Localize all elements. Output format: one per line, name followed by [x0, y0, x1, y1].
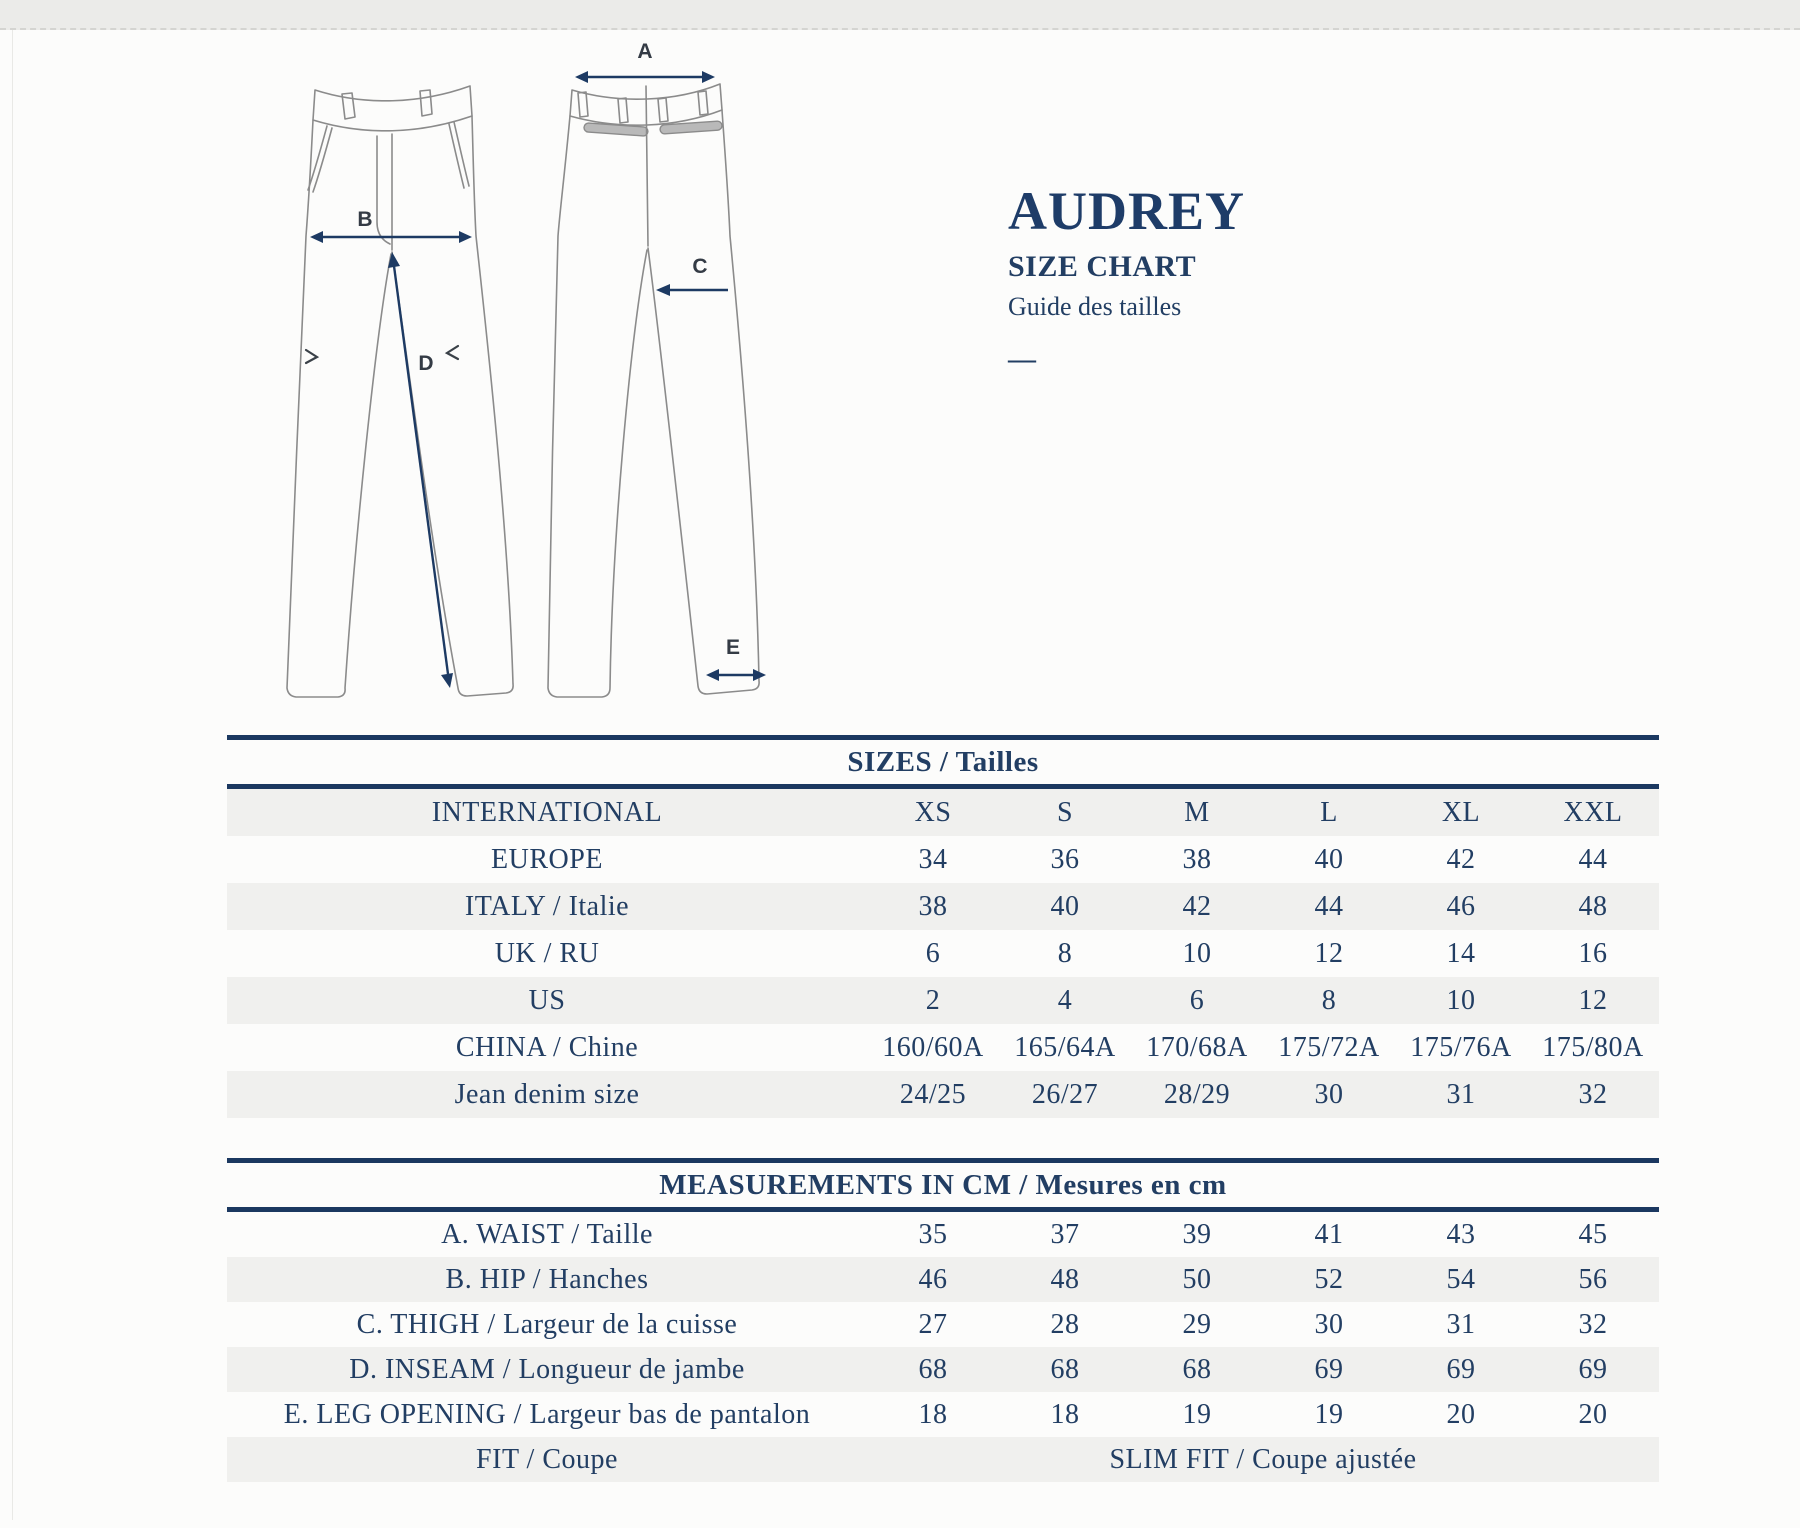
measurements-table	[227, 1212, 1659, 1482]
sizes-table-header: SIZES / Tailles	[227, 735, 1659, 789]
size-cell: M	[1131, 789, 1263, 836]
row-label: CHINA / Chine	[455, 1031, 639, 1063]
pants-measurement-diagram	[270, 40, 790, 710]
measure-cell: 35	[918, 1218, 948, 1250]
size-cell: 175/76A	[1410, 1031, 1512, 1063]
sizes-table-section	[227, 735, 1659, 1118]
size-cell: 42	[1131, 883, 1263, 930]
size-cell: 36	[1050, 843, 1080, 875]
leg-opening-arrow-e	[706, 636, 766, 681]
measure-label-a: A	[637, 40, 653, 63]
measure-cell: 56	[1527, 1257, 1659, 1302]
table-row	[227, 789, 1659, 836]
measure-cell: 43	[1446, 1218, 1476, 1250]
table-row	[227, 1071, 1659, 1118]
size-chart-heading: SIZE CHART	[1008, 250, 1197, 283]
measure-cell: 37	[1050, 1218, 1080, 1250]
measure-cell: 18	[918, 1398, 948, 1430]
size-cell: XL	[1395, 789, 1527, 836]
size-cell: 14	[1446, 937, 1476, 969]
size-cell: 170/68A	[1146, 1031, 1248, 1063]
size-cell: 38	[1182, 843, 1212, 875]
size-cell: 46	[1395, 883, 1527, 930]
back-pants-drawing	[548, 84, 759, 697]
measure-label-c: C	[692, 255, 708, 278]
measure-cell: 19	[1314, 1398, 1344, 1430]
size-cell: 38	[867, 883, 999, 930]
size-cell: L	[1263, 789, 1395, 836]
row-label: C. THIGH / Largeur de la cuisse	[356, 1308, 738, 1340]
table-row	[227, 1392, 1659, 1437]
row-label: FIT / Coupe	[227, 1437, 867, 1482]
size-cell: XS	[867, 789, 999, 836]
measure-cell: 20	[1446, 1398, 1476, 1430]
measure-cell: 39	[1182, 1218, 1212, 1250]
size-cell: 4	[999, 977, 1131, 1024]
size-cell: 12	[1527, 977, 1659, 1024]
size-cell: XXL	[1527, 789, 1659, 836]
title-block	[1008, 181, 1246, 375]
fit-value-cell: SLIM FIT / Coupe ajustée	[867, 1437, 1659, 1482]
measure-cell: 45	[1578, 1218, 1608, 1250]
row-label: B. HIP / Hanches	[227, 1257, 867, 1302]
size-cell: 44	[1578, 843, 1608, 875]
measure-label-e: E	[725, 636, 741, 659]
size-cell: 2	[867, 977, 999, 1024]
measure-cell: 48	[999, 1257, 1131, 1302]
row-label: EUROPE	[491, 843, 603, 875]
size-cell: 34	[918, 843, 948, 875]
size-cell: 16	[1578, 937, 1608, 969]
measure-cell: 50	[1131, 1257, 1263, 1302]
size-cell: 44	[1263, 883, 1395, 930]
row-label: A. WAIST / Taille	[441, 1218, 653, 1250]
size-cell: 30	[1263, 1071, 1395, 1118]
table-row	[227, 1437, 1659, 1482]
title-divider-dash: —	[1008, 344, 1036, 375]
size-cell: 6	[925, 937, 941, 969]
size-cell: 31	[1395, 1071, 1527, 1118]
row-label: UK / RU	[494, 937, 600, 969]
table-row	[227, 1302, 1659, 1347]
measure-cell: 29	[1182, 1308, 1212, 1340]
table-row	[227, 1257, 1659, 1302]
measure-cell: 18	[1050, 1398, 1080, 1430]
size-cell: 24/25	[867, 1071, 999, 1118]
measure-cell: 32	[1578, 1308, 1608, 1340]
left-leg-notch-icon	[306, 350, 317, 363]
measure-cell: 28	[1050, 1308, 1080, 1340]
measure-cell: 68	[999, 1347, 1131, 1392]
table-row	[227, 883, 1659, 930]
size-cell: 28/29	[1131, 1071, 1263, 1118]
size-cell: S	[999, 789, 1131, 836]
sizes-table	[227, 789, 1659, 1118]
hip-arrow-b	[310, 208, 472, 243]
measurements-table-header: MEASUREMENTS IN CM / Mesures en cm	[227, 1158, 1659, 1212]
measure-cell: 31	[1446, 1308, 1476, 1340]
row-label: Jean denim size	[227, 1071, 867, 1118]
size-cell: 12	[1314, 937, 1344, 969]
measure-cell: 41	[1314, 1218, 1344, 1250]
measure-cell: 69	[1263, 1347, 1395, 1392]
window-top-strip	[0, 0, 1800, 30]
measure-cell: 54	[1395, 1257, 1527, 1302]
measure-cell: 19	[1182, 1398, 1212, 1430]
product-title: AUDREY	[1008, 181, 1246, 241]
size-cell: 175/80A	[1542, 1031, 1644, 1063]
size-cell: 32	[1527, 1071, 1659, 1118]
waist-arrow-a	[575, 40, 715, 83]
size-cell: 26/27	[999, 1071, 1131, 1118]
measure-label-b: B	[357, 208, 373, 231]
size-cell: 165/64A	[1014, 1031, 1116, 1063]
row-label: D. INSEAM / Longueur de jambe	[227, 1347, 867, 1392]
size-cell: 6	[1131, 977, 1263, 1024]
page-left-border	[12, 30, 13, 1520]
row-label: US	[227, 977, 867, 1024]
size-cell: 40	[1314, 843, 1344, 875]
front-pants-drawing	[287, 86, 513, 697]
size-cell: 8	[1263, 977, 1395, 1024]
measure-cell: 68	[867, 1347, 999, 1392]
table-row	[227, 930, 1659, 977]
size-cell: 175/72A	[1278, 1031, 1380, 1063]
row-label: ITALY / Italie	[227, 883, 867, 930]
size-cell: 10	[1182, 937, 1212, 969]
right-leg-notch-icon	[447, 346, 458, 359]
thigh-arrow-c	[656, 255, 728, 296]
size-cell: 40	[999, 883, 1131, 930]
measure-cell: 20	[1578, 1398, 1608, 1430]
measure-cell: 68	[1131, 1347, 1263, 1392]
inseam-arrow-d	[388, 252, 453, 688]
measure-cell: 52	[1263, 1257, 1395, 1302]
row-label: E. LEG OPENING / Largeur bas de pantalon	[283, 1398, 811, 1430]
measure-cell: 46	[867, 1257, 999, 1302]
measure-cell: 27	[918, 1308, 948, 1340]
measure-cell: 69	[1395, 1347, 1527, 1392]
size-cell: 8	[1057, 937, 1073, 969]
table-row	[227, 1212, 1659, 1257]
size-cell: 160/60A	[882, 1031, 984, 1063]
size-cell: 10	[1395, 977, 1527, 1024]
size-cell: 42	[1446, 843, 1476, 875]
size-cell: 48	[1527, 883, 1659, 930]
table-row	[227, 836, 1659, 883]
size-chart-heading-fr: Guide des tailles	[1008, 292, 1182, 321]
row-label: INTERNATIONAL	[227, 789, 867, 836]
measure-label-d: D	[418, 352, 434, 375]
table-row	[227, 1024, 1659, 1071]
measure-cell: 30	[1314, 1308, 1344, 1340]
measure-cell: 69	[1527, 1347, 1659, 1392]
table-row	[227, 977, 1659, 1024]
table-row	[227, 1347, 1659, 1392]
measurements-table-section	[227, 1158, 1659, 1482]
